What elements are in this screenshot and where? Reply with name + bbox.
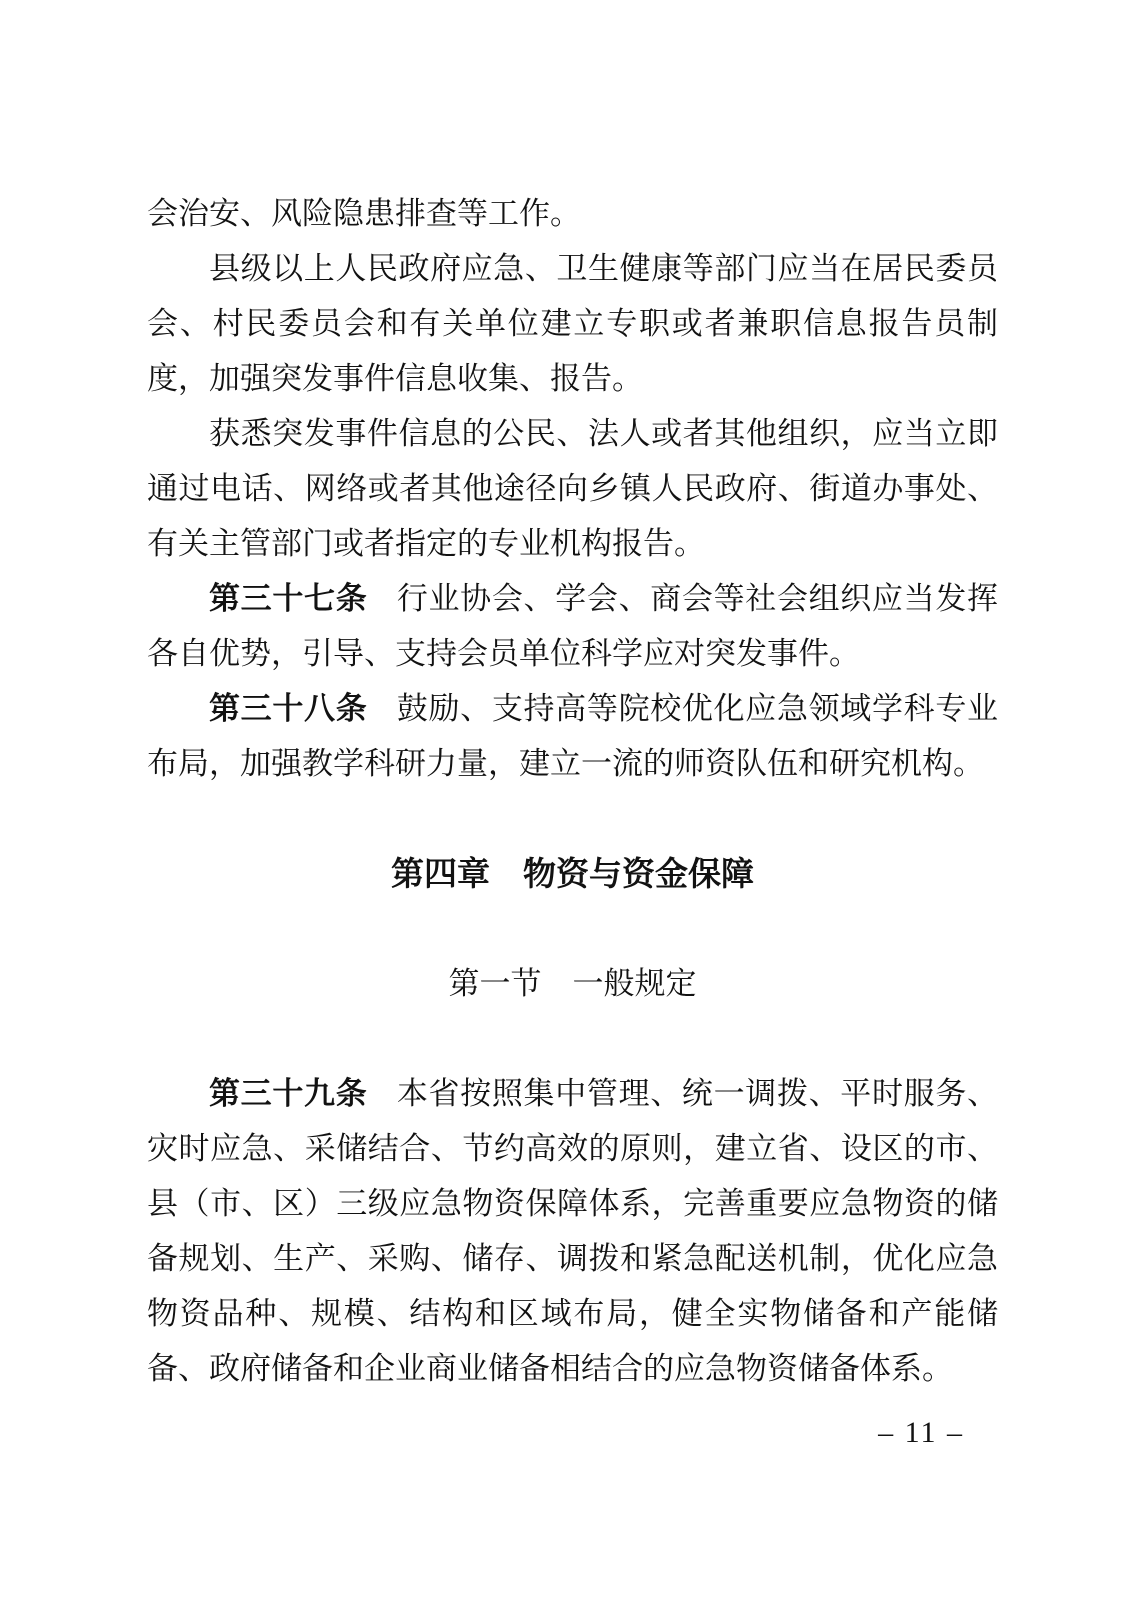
page-number: – 11 – xyxy=(878,1416,964,1449)
article-paragraph xyxy=(147,571,998,681)
chapter-heading: 第四章 物资与资金保障 xyxy=(391,855,754,892)
body-paragraph: 县级以上人民政府应急、卫生健康等部门应当在居民委员会、村民委员会和有关单位建立专职或者兼职信息报告员制度，加强突发事件信息收集、报告。 xyxy=(147,251,998,396)
continuation-paragraph: 会治安、风险隐患排查等工作。 xyxy=(147,196,581,231)
article-text: 鼓励、支持高等院校优化应急领域学科专业布局，加强教学科研力量，建立一流的师资队伍和研究机构。 xyxy=(147,691,999,781)
article-number: 第三十八条 xyxy=(209,691,368,726)
article-text: 行业协会、学会、商会等社会组织应当发挥各自优势，引导、支持会员单位科学应对突发事件。 xyxy=(147,581,999,671)
article-text: 本省按照集中管理、统一调拨、平时服务、灾时应急、采储结合、节约高效的原则，建立省、设区的市、县（市、区）三级应急物资保障体系，完善重要应急物资的储备规划、生产、采购、储存、调拨和紧急配送机制，优化应急物资品种、规模、结构和区域布局，健全实物储备和产能储备、政府储备和企业商业储备相结合的应急物资储备体系。 xyxy=(147,1076,999,1386)
article-paragraph xyxy=(147,1066,998,1396)
article-paragraph xyxy=(147,681,998,791)
article-number: 第三十九条 xyxy=(209,1076,368,1111)
body-paragraph: 获悉突发事件信息的公民、法人或者其他组织，应当立即通过电话、网络或者其他途径向乡镇人民政府、街道办事处、有关主管部门或者指定的专业机构报告。 xyxy=(147,416,998,561)
article-number: 第三十七条 xyxy=(209,581,368,616)
section-heading: 第一节 一般规定 xyxy=(448,966,697,1001)
document-body xyxy=(147,186,998,1396)
